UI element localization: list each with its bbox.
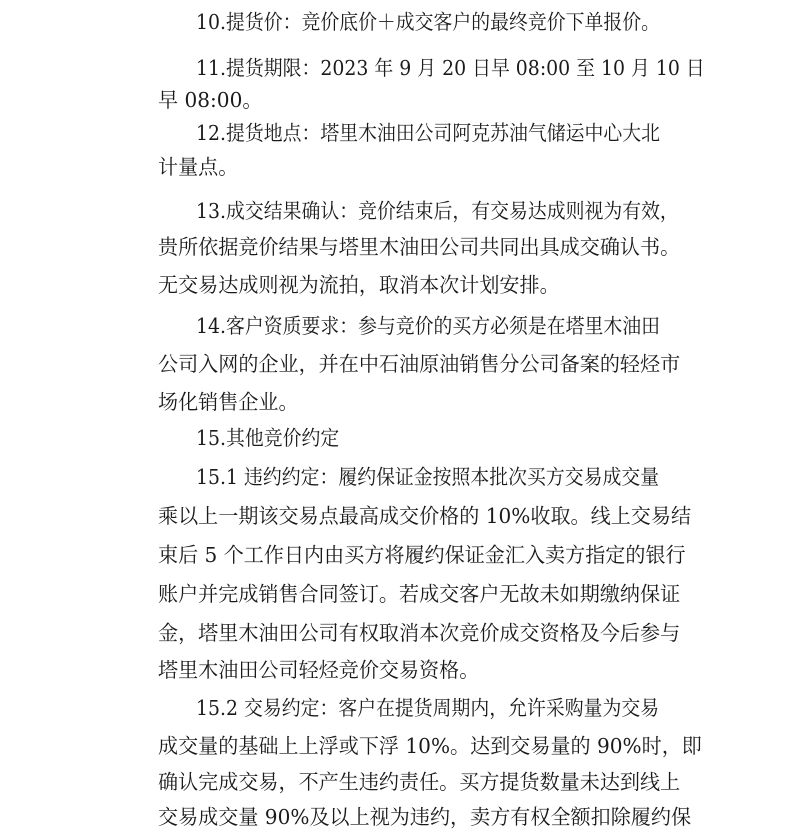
clause-10-line-1: 10.提货价：竞价底价＋成交客户的最终竞价下单报价。 <box>196 10 660 34</box>
clause-15-2-line-4: 交易成交量 90%及以上视为违约，卖方有权全额扣除履约保 <box>158 805 692 829</box>
clause-15-heading: 15.其他竞价约定 <box>196 426 340 450</box>
clause-11-line-2: 早 08:00。 <box>158 88 263 112</box>
clause-14-line-2: 公司入网的企业，并在中石油原油销售分公司备案的轻烃市 <box>158 352 681 376</box>
clause-12-line-2: 计量点。 <box>158 155 239 179</box>
clause-11-line-1: 11.提货期限：2023 年 9 月 20 日早 08:00 至 10 月 10 日 <box>196 56 705 80</box>
clause-15-1-line-1: 15.1 违约约定：履约保证金按照本批次买方交易成交量 <box>196 465 660 489</box>
clause-13-line-2: 贵所依据竞价结果与塔里木油田公司共同出具成交确认书。 <box>158 235 681 259</box>
clause-14-line-3: 场化销售企业。 <box>158 390 299 414</box>
clause-15-1-line-2: 乘以上一期该交易点最高成交价格的 10%收取。线上交易结 <box>158 504 692 528</box>
clause-15-1-line-6: 塔里木油田公司轻烃竞价交易资格。 <box>158 658 480 682</box>
clause-15-2-line-2: 成交量的基础上上浮或下浮 10%。达到交易量的 90%时，即 <box>158 734 702 758</box>
clause-12-line-1: 12.提货地点：塔里木油田公司阿克苏油气储运中心大北 <box>196 121 660 145</box>
clause-15-1-line-5: 金，塔里木油田公司有权取消本次竞价成交资格及今后参与 <box>158 621 681 645</box>
clause-14-line-1: 14.客户资质要求：参与竞价的买方必须是在塔里木油田 <box>196 314 660 338</box>
clause-15-1-line-3: 束后 5 个工作日内由买方将履约保证金汇入卖方指定的银行 <box>158 543 686 567</box>
clause-13-line-1: 13.成交结果确认：竞价结束后，有交易达成则视为有效， <box>196 199 679 223</box>
clause-13-line-3: 无交易达成则视为流拍，取消本次计划安排。 <box>158 273 560 297</box>
clause-15-2-line-3: 确认完成交易，不产生违约责任。买方提货数量未达到线上 <box>158 770 681 794</box>
clause-15-1-line-4: 账户并完成销售合同签订。若成交客户无故未如期缴纳保证 <box>158 582 681 606</box>
clause-15-2-line-1: 15.2 交易约定：客户在提货周期内，允许采购量为交易 <box>196 696 660 720</box>
